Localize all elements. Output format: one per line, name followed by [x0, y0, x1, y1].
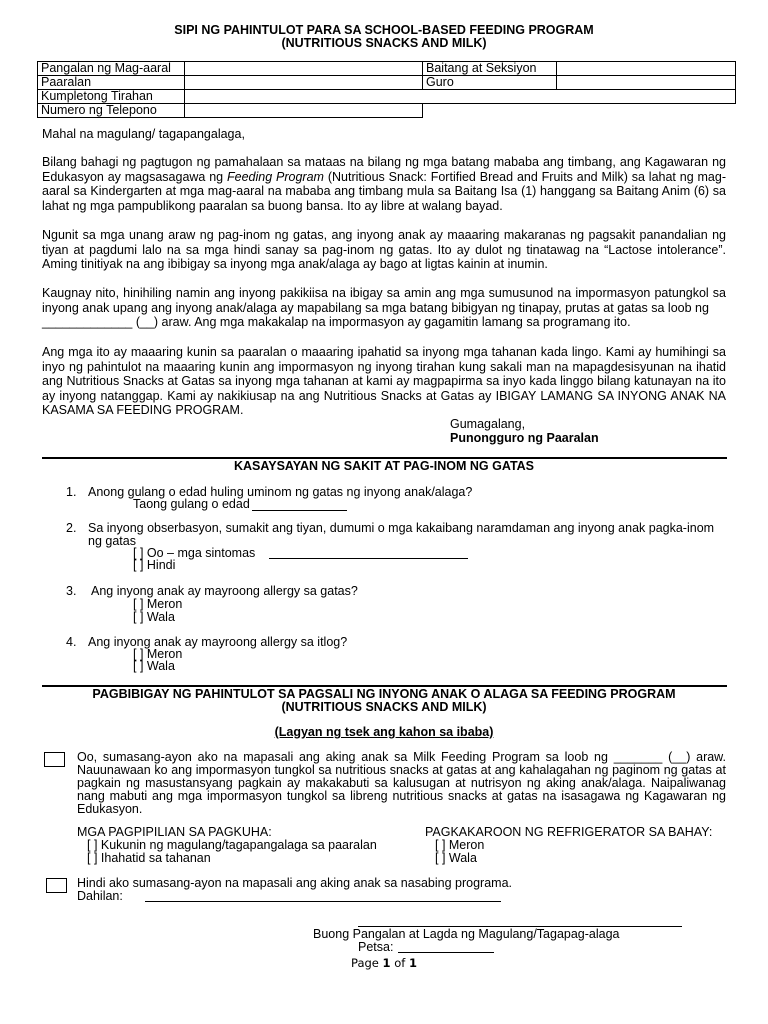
student-name-field[interactable]	[185, 62, 423, 76]
pickup-heading: MGA PAGPIPILIAN SA PAGKUHA:	[77, 825, 272, 839]
q1-sub-label: Taong gulang o edad	[133, 497, 250, 511]
student-name-label: Pangalan ng Mag-aaral	[38, 62, 185, 76]
q3-number: 3.	[66, 584, 77, 598]
history-heading: KASAYSAYAN NG SAKIT AT PAG-INOM NG GATAS	[233, 459, 535, 473]
agree-text: Oo, sumasang-ayon ako na mapasali ang aking anak sa Milk Feeding Program sa loob ng _______ (__) araw. Nauunawaan ko ang impormasyon tungkol sa nutritious snacks at gatas at ang kahalagahan ng paginom ng gatas at pagkain ng masustansyang pagkain ay makakabuti sa kalusugan at nutrisyon ng aking anak/alaga. Naipaliwanag nang mabuti ang mga impormasyon tungkol sa libreng nutritious snacks at gatas na isasagawa ng Kagawaran ng Edukasyon.	[77, 750, 726, 816]
grade-section-field[interactable]	[557, 62, 736, 76]
consent-instruction: (Lagyan ng tsek ang kahon sa ibaba)	[274, 725, 494, 739]
address-field[interactable]	[185, 90, 736, 104]
document-subtitle: (NUTRITIOUS SNACKS AND MILK)	[281, 36, 487, 50]
phone-label: Numero ng Telepono	[38, 104, 185, 118]
letter-salutation: Mahal na magulang/ tagapangalaga,	[42, 127, 245, 141]
signature-label: Buong Pangalan at Lagda ng Magulang/Tagapag-alaga	[313, 927, 620, 941]
q2-symptoms-input-line[interactable]	[269, 558, 468, 559]
q4-number: 4.	[66, 635, 77, 649]
date-label: Petsa:	[358, 940, 394, 954]
agree-checkbox[interactable]	[44, 752, 65, 767]
q2-option-no[interactable]: [ ] Hindi	[133, 558, 176, 572]
fridge-option-yes[interactable]: [ ] Meron	[435, 838, 485, 852]
document-title: SIPI NG PAHINTULOT PARA SA SCHOOL-BASED FEEDING PROGRAM	[174, 23, 594, 37]
pickup-option-home[interactable]: [ ] Ihahatid sa tahanan	[87, 851, 211, 865]
q2-number: 2.	[66, 521, 77, 535]
letter-paragraph-3b: _____________ (__) araw. Ang mga makakalap na impormasyon ay gagamitin lamang sa programang ito.	[42, 315, 631, 329]
grade-section-label: Baitang at Seksiyon	[423, 62, 557, 76]
q1-text: Anong gulang o edad huling uminom ng gatas ng inyong anak/alaga?	[88, 485, 473, 499]
disagree-text: Hindi ako sumasang-ayon na mapasali ang aking anak sa nasabing programa.	[77, 876, 512, 890]
page-number: Page 1 of 1	[351, 956, 417, 970]
q1-number: 1.	[66, 485, 77, 499]
q4-text: Ang inyong anak ay mayroong allergy sa itlog?	[88, 635, 348, 649]
reason-input-line[interactable]	[145, 901, 501, 902]
q3-option-no[interactable]: [ ] Wala	[133, 610, 175, 624]
student-info-table	[37, 61, 736, 118]
q2-text-line2: ng gatas	[88, 534, 136, 548]
disagree-checkbox[interactable]	[46, 878, 67, 893]
letter-paragraph-4: Ang mga ito ay maaaring kunin sa paaralan o maaaring ipahatid sa inyong mga tahanan kada lingo. Kami ay humihingi sa inyo ng pahintulot na maaaring kunin ang impormasyon ng inyong tirahan kung sakali man na mapagdesisyunan na ihatid ang Nutritious Snacks at Gatas sa inyong mga tahanan at kami ay magpapirma sa inyo kada linggo bilang katunayan na ito ay inyong natanggap. Kami ay nakikiusap na ang Nutritious Snacks at Gatas ay IBIGAY LAMANG SA INYONG ANAK NA KASAMA SA FEEDING PROGRAM.	[42, 345, 726, 418]
q2-option-yes[interactable]: [ ] Oo – mga sintomas	[133, 546, 256, 560]
school-field[interactable]	[185, 76, 423, 90]
q4-option-no[interactable]: [ ] Wala	[133, 659, 175, 673]
consent-subheading: (NUTRITIOUS SNACKS AND MILK)	[281, 700, 487, 714]
consent-heading: PAGBIBIGAY NG PAHINTULOT SA PAGSALI NG INYONG ANAK O ALAGA SA FEEDING PROGRAM	[92, 687, 676, 701]
teacher-label: Guro	[423, 76, 557, 90]
q3-option-yes[interactable]: [ ] Meron	[133, 597, 183, 611]
letter-closing: Gumagalang,	[450, 417, 526, 431]
school-label: Paaralan	[38, 76, 185, 90]
letter-paragraph-3a: Kaugnay nito, hinihiling namin ang inyong pakikiisa na ibigay sa amin ang mga sumusunod na impormasyon patungkol sa inyong anak upang ang inyong anak/alaga ay mapabilang sa mga batang bibigyan ng tinapay, prutas at gatas sa loob ng	[42, 286, 726, 315]
fridge-heading: PAGKAKAROON NG REFRIGERATOR SA BAHAY:	[425, 825, 713, 839]
letter-paragraph-2: Ngunit sa mga unang araw ng pag-inom ng gatas, ang inyong anak ay maaaring makaranas ng pagsakit panandalian ng tiyan at pagdumi lalo na sa mga hindi sanay sa pag-inom ng gatas. Ito ay dulot ng tinatawag na “Lactose intolerance”. Aming tinitiyak na ang ibibigay sa inyong mga anak/alaga ay bago at ligtas kainin at inumin.	[42, 228, 726, 272]
pickup-option-school[interactable]: [ ] Kukunin ng magulang/tagapangalaga sa paaralan	[87, 838, 377, 852]
q3-text: Ang inyong anak ay mayroong allergy sa gatas?	[91, 584, 358, 598]
reason-label: Dahilan:	[77, 889, 123, 903]
letter-paragraph-1: Bilang bahagi ng pagtugon ng pamahalaan sa mataas na bilang ng mga batang mababa ang timbang, ang Kagawaran ng Edukasyon ay magsasagawa ng Feeding Program (Nutritious Snack: Fortified Bread and Fruits and Milk) sa lahat ng mag-aaral sa Kindergarten at mga mag-aaral na mababa ang timbang mula sa Baitang Isa (1) hanggang sa Baitang Anim (6) sa lahat ng mga pampublikong paaralan sa buong bansa. Ito ay libre at walang bayad.	[42, 155, 726, 213]
q1-age-input-line[interactable]	[252, 510, 347, 511]
date-input-line[interactable]	[398, 952, 494, 953]
teacher-field[interactable]	[557, 76, 736, 90]
fridge-option-no[interactable]: [ ] Wala	[435, 851, 477, 865]
q2-text-line1: Sa inyong obserbasyon, sumakit ang tiyan, dumumi o mga kakaibang naramdaman ang inyong anak pagka-inom	[88, 521, 715, 535]
phone-field[interactable]	[185, 104, 423, 118]
q4-option-yes[interactable]: [ ] Meron	[133, 647, 183, 661]
letter-signatory: Punongguro ng Paaralan	[450, 431, 599, 445]
address-label: Kumpletong Tirahan	[38, 90, 185, 104]
